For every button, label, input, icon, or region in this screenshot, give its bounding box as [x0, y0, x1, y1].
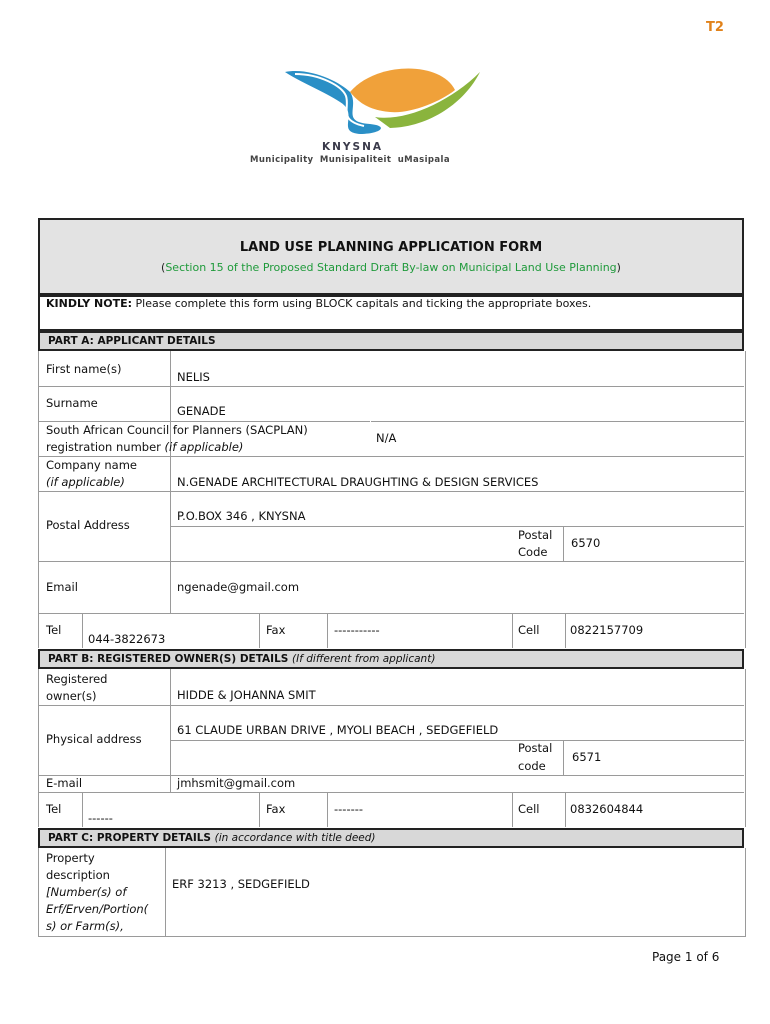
form-subtitle: (Section 15 of the Proposed Standard Draft By-law on Municipal Land Use Planning)	[161, 261, 621, 274]
first-name-label: First name(s)	[46, 362, 122, 376]
owner-label-line2: owner(s)	[46, 689, 97, 703]
col-divider	[170, 351, 171, 613]
owner-email-field[interactable]: jmhsmit@gmail.com	[177, 776, 296, 790]
property-label-line5: s) or Farm(s),	[46, 919, 124, 933]
owner-postal-code-label-line2: code	[518, 759, 546, 773]
email-field[interactable]: ngenade@gmail.com	[177, 580, 300, 594]
col-divider	[327, 613, 328, 648]
col-divider	[327, 792, 328, 827]
col-divider	[512, 792, 513, 827]
company-label-line2: (if applicable)	[46, 475, 125, 489]
fax-label: Fax	[266, 623, 286, 637]
row-divider	[38, 792, 744, 793]
logo-subtitle: Municipality Munisipaliteit uMasipala	[250, 155, 450, 165]
row-divider	[170, 740, 744, 741]
row-divider	[38, 705, 744, 706]
surname-field[interactable]: GENADE	[177, 404, 226, 418]
row-divider	[38, 775, 744, 776]
col-divider	[512, 613, 513, 648]
col-divider	[563, 740, 564, 775]
row-divider	[38, 561, 744, 562]
physical-address-label: Physical address	[46, 732, 142, 746]
row-divider	[38, 386, 744, 387]
sacplan-field[interactable]: N/A	[376, 431, 397, 445]
tel-label: Tel	[46, 623, 62, 637]
sacplan-label-line1: South African Council for Planners (SACPLAN)	[46, 423, 308, 437]
col-divider	[170, 669, 171, 792]
owner-cell-label: Cell	[518, 802, 540, 816]
owner-field[interactable]: HIDDE & JOHANNA SMIT	[177, 688, 316, 702]
postal-code-label-line1: Postal	[518, 528, 553, 542]
col-divider	[565, 613, 566, 648]
col-divider	[563, 526, 564, 561]
email-label: Email	[46, 580, 78, 594]
postal-code-field[interactable]: 6570	[571, 536, 601, 550]
fax-field[interactable]: -----------	[334, 623, 380, 637]
first-name-field[interactable]: NELIS	[177, 370, 210, 384]
owner-label-line1: Registered	[46, 672, 108, 686]
property-label-line1: Property	[46, 851, 95, 865]
col-divider	[259, 613, 260, 648]
property-label-line4: Erf/Erven/Portion(	[46, 902, 149, 916]
property-label-line3: [Number(s) of	[46, 885, 127, 899]
owner-email-label: E-mail	[46, 776, 83, 790]
cell-field[interactable]: 0822157709	[570, 623, 644, 637]
row-divider	[170, 526, 744, 527]
property-label-line2: description	[46, 868, 110, 882]
part-b-heading: PART B: REGISTERED OWNER(S) DETAILS (If different from applicant)	[38, 649, 744, 669]
owner-tel-field[interactable]: ------	[88, 811, 113, 825]
kindly-note: KINDLY NOTE: Please complete this form using BLOCK capitals and ticking the appropriate boxes.	[46, 297, 592, 310]
blank	[370, 421, 371, 456]
owner-postal-code-field[interactable]: 6571	[572, 750, 602, 764]
col-divider	[82, 792, 83, 827]
owner-fax-label: Fax	[266, 802, 286, 816]
row-divider	[38, 456, 744, 457]
logo-name: KNYSNA	[322, 141, 384, 153]
owner-cell-field[interactable]: 0832604844	[570, 802, 644, 816]
physical-address-field[interactable]: 61 CLAUDE URBAN DRIVE , MYOLI BEACH , SEDGEFIELD	[177, 723, 499, 737]
knysna-logo	[280, 62, 485, 152]
sacplan-label-line2: registration number (if applicable)	[46, 440, 244, 454]
form-title: LAND USE PLANNING APPLICATION FORM	[239, 240, 543, 255]
part-c-grid	[38, 848, 746, 937]
col-divider	[165, 848, 166, 936]
owner-postal-code-label-line1: Postal	[518, 741, 553, 755]
postal-address-field[interactable]: P.O.BOX 346 , KNYSNA	[177, 509, 306, 523]
row-divider	[38, 491, 744, 492]
property-description-field[interactable]: ERF 3213 , SEDGEFIELD	[172, 877, 310, 891]
col-divider	[82, 613, 83, 648]
cell-label: Cell	[518, 623, 540, 637]
page-code: T2	[706, 20, 724, 35]
col-divider	[259, 792, 260, 827]
part-c-heading: PART C: PROPERTY DETAILS (in accordance with title deed)	[38, 828, 744, 848]
owner-tel-label: Tel	[46, 802, 62, 816]
company-label-line1: Company name	[46, 458, 137, 472]
surname-label: Surname	[46, 396, 98, 410]
owner-fax-field[interactable]: -------	[334, 802, 364, 816]
postal-address-label: Postal Address	[46, 518, 130, 532]
company-field[interactable]: N.GENADE ARCHITECTURAL DRAUGHTING & DESIGN SERVICES	[177, 475, 539, 489]
postal-code-label-line2: Code	[518, 545, 548, 559]
part-a-heading: PART A: APPLICANT DETAILS	[38, 331, 744, 351]
col-divider	[565, 792, 566, 827]
tel-field[interactable]: 044-3822673	[88, 632, 166, 646]
title-box	[38, 218, 744, 295]
page-number: Page 1 of 6	[652, 950, 720, 964]
